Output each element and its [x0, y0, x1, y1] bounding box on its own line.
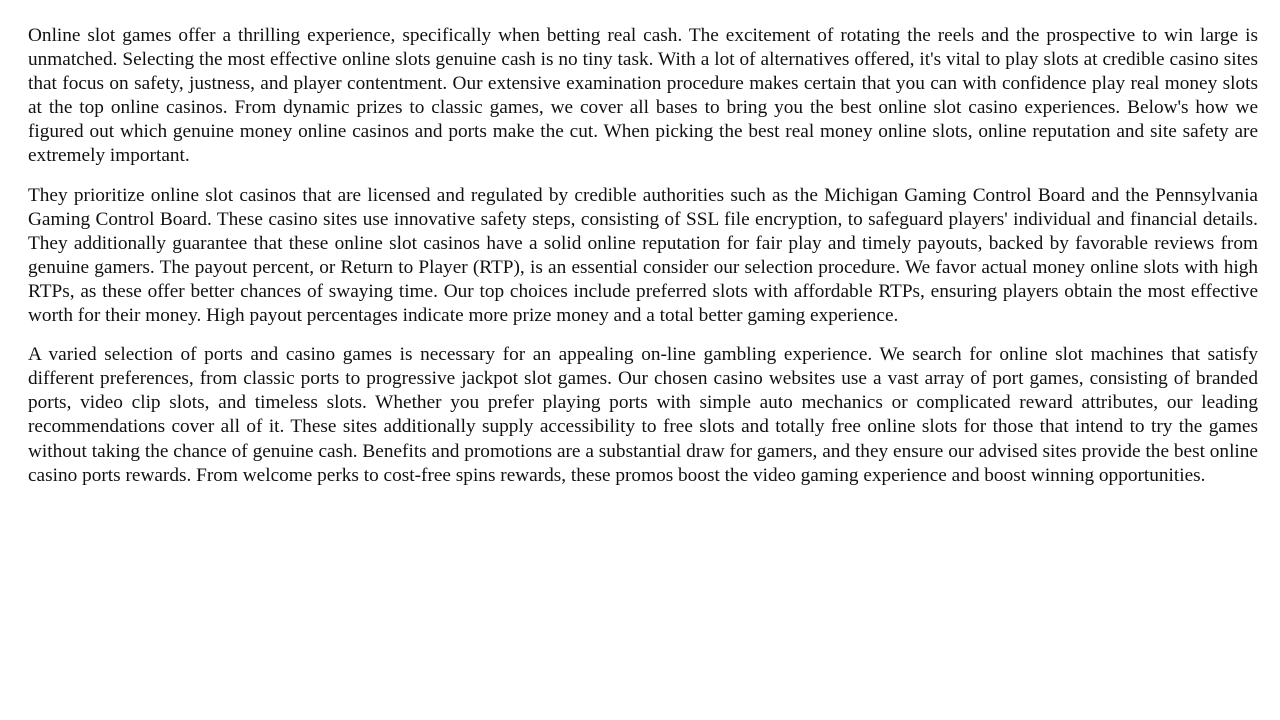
paragraph-licensing: They prioritize online slot casinos that are licensed and regulated by credible authorities such as the Michigan Gaming Control Board and the Pennsylvania Gaming Control Board. These casino sites use innovative safety steps, consisting of SSL file encryption, to safeguard players' individual and financial details. They additionally guarantee that these online slot casinos have a solid online reputation for fair play and timely payouts, backed by favorable reviews from genuine gamers. The payout percent, or Return to Player (RTP), is an essential consider our selection procedure. We favor actual money online slots with high RTPs, as these offer better chances of swaying time. Our top choices include preferred slots with affordable RTPs, ensuring players obtain the most effective worth for their money. High payout percentages indicate more prize money and a total better gaming experience. — [28, 184, 1258, 327]
paragraph-game-selection: A varied selection of ports and casino games is necessary for an appealing on-line gambling experience. We search for online slot machines that satisfy different preferences, from classic ports to progressive jackpot slot games. Our chosen casino websites use a vast array of port games, consisting of branded ports, video clip slots, and timeless slots. Whether you prefer playing ports with simple auto mechanics or complicated reward attributes, our leading recommendations cover all of it. These sites additionally supply accessibility to free slots and totally free online slots for those that intend to try the games without taking the chance of genuine cash. Benefits and promotions are a substantial draw for gamers, and they ensure our advised sites provide the best online casino ports rewards. From welcome perks to cost-free spins rewards, these promos boost the video gaming experience and boost winning opportunities. — [28, 344, 1258, 486]
paragraph-intro: Online slot games offer a thrilling experience, specifically when betting real cash. The excitement of rotating the reels and the prospective to win large is unmatched. Selecting the most effective online slots genuine cash is no tiny task. With a lot of alternatives offered, it's vital to play slots at credible casino sites that focus on safety, justness, and player contentment. Our extensive examination procedure makes certain that you can with confidence play real money slots at the top online casinos. From dynamic prizes to classic games, we cover all bases to bring you the best online slot casino experiences. Below's how we figured out which genuine money online casinos and ports make the cut. When picking the best real money online slots, online reputation and site safety are extremely important. — [28, 25, 1258, 167]
